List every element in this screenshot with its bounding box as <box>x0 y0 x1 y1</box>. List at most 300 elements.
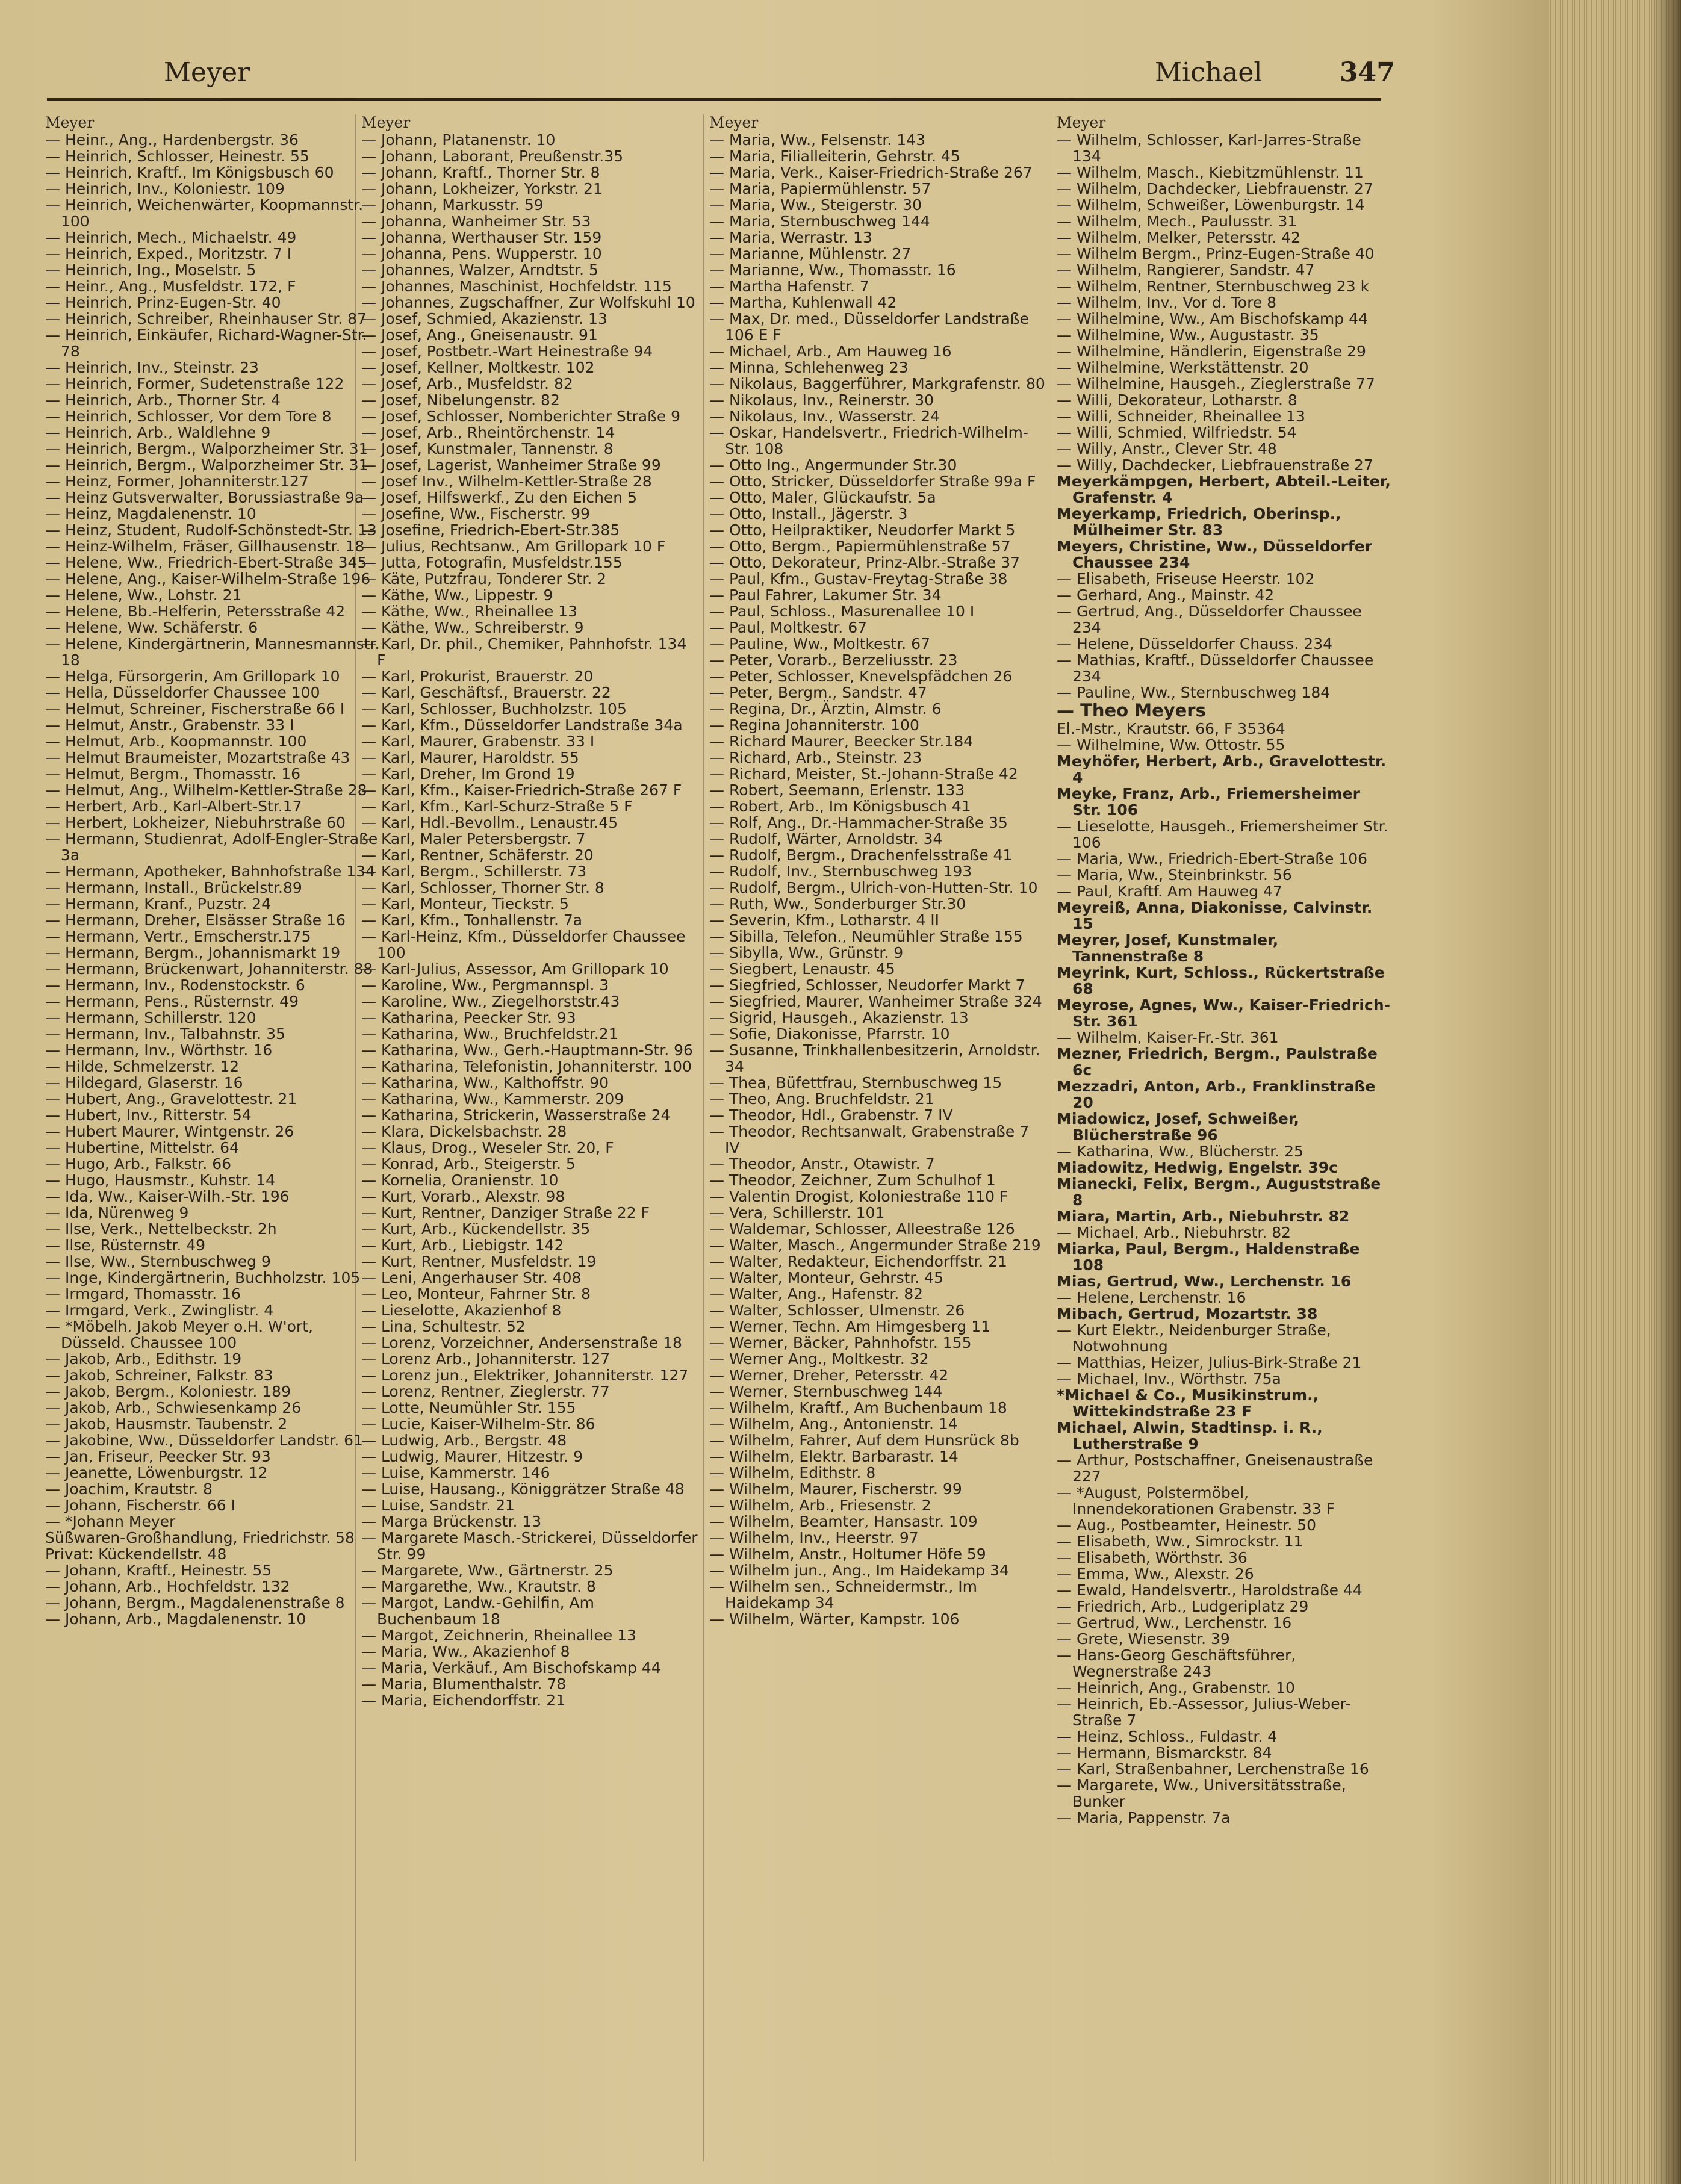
directory-entry: — Willy, Anstr., Clever Str. 48 <box>1057 440 1277 458</box>
directory-entry: — Rudolf, Inv., Sternbuschweg 193 <box>709 863 972 880</box>
directory-entry: — Johann, Fischerstr. 66 I <box>45 1497 235 1514</box>
directory-entry: — Rolf, Ang., Dr.-Hammacher-Straße 35 <box>709 814 1008 831</box>
directory-entry: — Mathias, Kraftf., Düsseldorfer Chaussee 234 <box>1057 651 1374 685</box>
directory-entry: — Karl, Kfm., Tonhallenstr. 7a <box>361 911 583 929</box>
directory-entry: — Johann, Bergm., Magdalenenstraße 8 <box>45 1594 345 1612</box>
directory-entry: — Sofie, Diakonisse, Pfarrstr. 10 <box>709 1025 950 1043</box>
directory-entry: — Matthias, Heizer, Julius-Birk-Straße 21 <box>1057 1354 1362 1371</box>
directory-entry: — Josef, Postbetr.-Wart Heinestraße 94 <box>361 343 653 360</box>
directory-entry: — Heinrich, Schreiber, Rheinhauser Str. 87 <box>45 310 367 327</box>
directory-entry: — Hermann, Inv., Wörthstr. 16 <box>45 1041 273 1059</box>
directory-entry: — Wilhelm, Schlosser, Karl-Jarres-Straße 134 <box>1057 131 1361 165</box>
directory-entry: — Helene, Ww., Friedrich-Ebert-Straße 345 <box>45 554 367 571</box>
directory-entry: — Hermann, Vertr., Emscherstr.175 <box>45 928 311 945</box>
directory-entry: — Lorenz, Rentner, Zieglerstr. 77 <box>361 1383 610 1400</box>
directory-entry: — Maria, Sternbuschweg 144 <box>709 213 930 230</box>
directory-entry: — Wilhelm, Rangierer, Sandstr. 47 <box>1057 261 1315 279</box>
directory-entry: — Jakob, Bergm., Koloniestr. 189 <box>45 1383 291 1400</box>
directory-entry: — Rudolf, Wärter, Arnoldstr. 34 <box>709 830 943 848</box>
directory-entry: — Hermann, Apotheker, Bahnhofstraße 134 <box>45 863 375 880</box>
directory-entry: — Johann, Lokheizer, Yorkstr. 21 <box>361 180 603 197</box>
directory-entry: — Karl, Geschäftsf., Brauerstr. 22 <box>361 684 611 701</box>
directory-entry: — Theodor, Zeichner, Zum Schulhof 1 <box>709 1171 996 1189</box>
directory-entry: — Werner, Sternbuschweg 144 <box>709 1383 943 1400</box>
directory-entry: — Inge, Kindergärtnerin, Buchholzstr. 105 <box>45 1269 361 1286</box>
directory-entry: — Paul, Kraftf. Am Hauweg 47 <box>1057 883 1282 900</box>
directory-entry: — Max, Dr. med., Düsseldorfer Landstraße 106 E F <box>709 310 1029 344</box>
directory-entry: — Johannes, Maschinist, Hochfeldstr. 115 <box>361 278 672 295</box>
directory-entry: — Margot, Zeichnerin, Rheinallee 13 <box>361 1627 636 1644</box>
directory-entry: Mezner, Friedrich, Bergm., Paulstraße 6c <box>1057 1045 1378 1079</box>
directory-entry: Meyke, Franz, Arb., Friemersheimer Str. 106 <box>1057 785 1360 819</box>
directory-entry: — Kurt, Arb., Liebigstr. 142 <box>361 1236 564 1254</box>
directory-entry: Mias, Gertrud, Ww., Lerchenstr. 16 <box>1057 1273 1352 1290</box>
directory-entry: — Karl, Kfm., Karl-Schurz-Straße 5 F <box>361 798 633 815</box>
directory-entry: — Konrad, Arb., Steigerstr. 5 <box>361 1155 576 1173</box>
directory-entry: — Karl, Prokurist, Brauerstr. 20 <box>361 668 594 685</box>
column-4 <box>1057 114 1394 2173</box>
directory-entry: — Heinrich, Ang., Grabenstr. 10 <box>1057 1679 1295 1696</box>
directory-entry: — Karl-Heinz, Kfm., Düsseldorfer Chaussee 100 <box>361 928 686 961</box>
directory-entry: — Lina, Schultestr. 52 <box>361 1318 526 1335</box>
directory-entry: El.-Mstr., Krautstr. 66, F 35364 <box>1057 720 1285 737</box>
directory-entry: — Josef, Nibelungenstr. 82 <box>361 391 560 409</box>
directory-entry: — Karl, Schlosser, Thorner Str. 8 <box>361 879 604 896</box>
directory-entry: — Karl, Hdl.-Bevollm., Lenaustr.45 <box>361 814 618 831</box>
column-divider <box>703 114 704 2161</box>
directory-entry: — Maria, Eichendorffstr. 21 <box>361 1692 566 1709</box>
directory-entry: Miarka, Paul, Bergm., Haldenstraße 108 <box>1057 1240 1360 1274</box>
directory-entry: — Walter, Masch., Angermunder Straße 219 <box>709 1236 1041 1254</box>
column-head: Meyer <box>361 114 411 131</box>
directory-entry: — Helene, Bb.-Helferin, Petersstraße 42 <box>45 603 346 620</box>
directory-entry: — Wilhelm sen., Schneidermstr., Im Haidekamp 34 <box>709 1578 978 1612</box>
directory-entry: — Margarete, Ww., Universitätsstraße, Bunker <box>1057 1776 1346 1810</box>
header-rule <box>47 98 1381 101</box>
directory-entry: — Josef, Kunstmaler, Tannenstr. 8 <box>361 440 614 458</box>
directory-entry: — Werner Ang., Moltkestr. 32 <box>709 1350 929 1368</box>
directory-entry: — Hermann, Inv., Talbahnstr. 35 <box>45 1025 285 1043</box>
directory-entry: — Jakobine, Ww., Düsseldorfer Landstr. 61 <box>45 1432 363 1449</box>
directory-entry: — Johann, Markusstr. 59 <box>361 196 544 214</box>
directory-entry: — Wilhelm, Wärter, Kampstr. 106 <box>709 1610 960 1628</box>
directory-entry: — Jakob, Hausmstr. Taubenstr. 2 <box>45 1415 288 1433</box>
directory-entry: — Wilhelm, Melker, Petersstr. 42 <box>1057 229 1301 246</box>
directory-entry: — Heinrich, Kraftf., Im Königsbusch 60 <box>45 164 334 181</box>
directory-entry: — Wilhelm jun., Ang., Im Haidekamp 34 <box>709 1562 1009 1579</box>
directory-entry: — Marga Brückenstr. 13 <box>361 1513 542 1530</box>
directory-entry: — Michael, Arb., Niebuhrstr. 82 <box>1057 1224 1291 1241</box>
directory-entry: — *Johann Meyer <box>45 1513 176 1530</box>
directory-entry: — Helmut, Bergm., Thomasstr. 16 <box>45 765 301 783</box>
directory-entry: — Vera, Schillerstr. 101 <box>709 1204 885 1221</box>
directory-entry: — Johann, Arb., Hochfeldstr. 132 <box>45 1578 290 1595</box>
directory-entry: — Siegfried, Maurer, Wanheimer Straße 324 <box>709 993 1042 1010</box>
directory-entry: — Herbert, Lokheizer, Niebuhrstraße 60 <box>45 814 346 831</box>
directory-entry: — Josef, Schmied, Akazienstr. 13 <box>361 310 607 327</box>
directory-entry: — Helmut, Arb., Koopmannstr. 100 <box>45 733 307 750</box>
directory-entry: — Lieselotte, Hausgeh., Friemersheimer Str. 106 <box>1057 817 1388 851</box>
directory-entry: — Ida, Ww., Kaiser-Wilh.-Str. 196 <box>45 1188 290 1205</box>
directory-entry: — Minna, Schlehenweg 23 <box>709 359 909 376</box>
directory-entry: — Maria, Ww., Steinbrinkstr. 56 <box>1057 866 1292 884</box>
directory-entry: — Kurt Elektr., Neidenburger Straße, Notwohnung <box>1057 1321 1331 1355</box>
directory-entry: — Josefine, Friedrich-Ebert-Str.385 <box>361 521 620 539</box>
directory-entry: — Wilhelm, Masch., Kiebitzmühlenstr. 11 <box>1057 164 1364 181</box>
directory-entry: — Wilhelm, Fahrer, Auf dem Hunsrück 8b <box>709 1432 1019 1449</box>
directory-entry: — Johannes, Walzer, Arndtstr. 5 <box>361 261 598 279</box>
directory-entry: — Karl, Monteur, Tieckstr. 5 <box>361 895 569 913</box>
directory-entry: — Hubert, Inv., Ritterstr. 54 <box>45 1106 252 1124</box>
directory-entry: — Maria, Ww., Friedrich-Ebert-Straße 106 <box>1057 850 1368 867</box>
directory-entry: — Karl, Kfm., Kaiser-Friedrich-Straße 267 F <box>361 781 682 799</box>
directory-entry: — Heinrich, Bergm., Walporzheimer Str. 31 <box>45 456 368 474</box>
directory-entry: Mianecki, Felix, Bergm., Auguststraße 8 <box>1057 1175 1381 1209</box>
directory-entry: — Katharina, Strickerin, Wasserstraße 24 <box>361 1106 671 1124</box>
directory-entry: — Ewald, Handelsvertr., Haroldstraße 44 <box>1057 1581 1363 1599</box>
directory-entry: — Martha, Kuhlenwall 42 <box>709 294 897 311</box>
directory-entry: — Willi, Schmied, Wilfriedstr. 54 <box>1057 424 1297 441</box>
directory-entry: — Johann, Kraftf., Heinestr. 55 <box>45 1562 272 1579</box>
directory-entry: — Karl, Maurer, Grabenstr. 33 I <box>361 733 595 750</box>
directory-entry: — Regina, Dr., Ärztin, Almstr. 6 <box>709 700 942 718</box>
directory-entry: — Johann, Laborant, Preußenstr.35 <box>361 147 624 165</box>
directory-entry: — Richard, Arb., Steinstr. 23 <box>709 749 922 766</box>
directory-entry: — Aug., Postbeamter, Heinestr. 50 <box>1057 1516 1317 1534</box>
directory-entry: Miara, Martin, Arb., Niebuhrstr. 82 <box>1057 1208 1350 1225</box>
directory-entry: — Helmut Braumeister, Mozartstraße 43 <box>45 749 350 766</box>
directory-entry: — Katharina, Ww., Kalthoffstr. 90 <box>361 1074 609 1091</box>
directory-entry: — Ludwig, Arb., Bergstr. 48 <box>361 1432 567 1449</box>
directory-entry: — Gertrud, Ang., Düsseldorfer Chaussee 234 <box>1057 603 1362 636</box>
directory-entry: Meyers, Christine, Ww., Düsseldorfer Chaussee 234 <box>1057 538 1373 571</box>
directory-entry: — Maria, Pappenstr. 7a <box>1057 1809 1231 1826</box>
directory-entry: — Paul Fahrer, Lakumer Str. 34 <box>709 586 942 604</box>
directory-entry: — Heinrich, Arb., Thorner Str. 4 <box>45 391 281 409</box>
directory-entry: — Katharina, Ww., Kammerstr. 209 <box>361 1090 624 1108</box>
directory-entry: — Wilhelmine, Werkstättenstr. 20 <box>1057 359 1309 376</box>
directory-entry: — Joachim, Krautstr. 8 <box>45 1480 213 1498</box>
directory-entry: — Peter, Schlosser, Knevelspfädchen 26 <box>709 668 1013 685</box>
directory-entry: — Gerhard, Ang., Mainstr. 42 <box>1057 586 1275 604</box>
directory-entry: — Susanne, Trinkhallenbesitzerin, Arnoldstr. 34 <box>709 1041 1040 1075</box>
column-head: Meyer <box>1057 114 1106 131</box>
directory-entry: — Leni, Angerhauser Str. 408 <box>361 1269 582 1286</box>
directory-entry: — Heinrich, Inv., Koloniestr. 109 <box>45 180 285 197</box>
directory-entry: — Wilhelm, Anstr., Holtumer Höfe 59 <box>709 1545 986 1563</box>
directory-entry: — Nikolaus, Inv., Reinerstr. 30 <box>709 391 934 409</box>
directory-entry: — Willy, Dachdecker, Liebfrauenstraße 27 <box>1057 456 1373 474</box>
column-head: Meyer <box>709 114 759 131</box>
directory-entry: — Johanna, Werthauser Str. 159 <box>361 229 602 246</box>
directory-entry: Meyerkämpgen, Herbert, Abteil.-Leiter, Grafenstr. 4 <box>1057 473 1391 506</box>
directory-entry: — Rudolf, Bergm., Drachenfelsstraße 41 <box>709 846 1013 864</box>
directory-entry: — Margarete Masch.-Strickerei, Düsseldorfer Str. 99 <box>361 1529 698 1563</box>
directory-entry: — Heinrich, Exped., Moritzstr. 7 I <box>45 245 292 262</box>
directory-entry: — Karl, Schlosser, Buchholzstr. 105 <box>361 700 627 718</box>
directory-entry: — Maria, Ww., Akazienhof 8 <box>361 1643 570 1660</box>
directory-entry: — Wilhelmine, Ww., Augustastr. 35 <box>1057 326 1319 344</box>
directory-entry: — Leo, Monteur, Fahrner Str. 8 <box>361 1285 591 1303</box>
directory-entry: — Karl, Kfm., Düsseldorfer Landstraße 34a <box>361 716 683 734</box>
directory-entry: Mibach, Gertrud, Mozartstr. 38 <box>1057 1305 1318 1323</box>
column-head: Meyer <box>45 114 95 131</box>
directory-entry: — Jakob, Schreiner, Falkstr. 83 <box>45 1367 273 1384</box>
directory-entry: — Wilhelm, Maurer, Fischerstr. 99 <box>709 1480 962 1498</box>
directory-entry: — Wilhelm, Edithstr. 8 <box>709 1464 876 1481</box>
directory-entry: — Karl, Maurer, Haroldstr. 55 <box>361 749 579 766</box>
directory-entry: — Lucie, Kaiser-Wilhelm-Str. 86 <box>361 1415 595 1433</box>
directory-entry: — Margarethe, Ww., Krautstr. 8 <box>361 1578 596 1595</box>
directory-entry: — Maria, Verk., Kaiser-Friedrich-Straße 267 <box>709 164 1033 181</box>
directory-entry: — Heinrich, Weichenwärter, Koopmannstr. 100 <box>45 196 364 230</box>
directory-entry: — Marianne, Mühlenstr. 27 <box>709 245 912 262</box>
column-2 <box>361 114 698 2173</box>
directory-entry: — Otto, Maler, Glückaufstr. 5a <box>709 489 936 506</box>
directory-entry: — Hilde, Schmelzerstr. 12 <box>45 1058 240 1075</box>
directory-entry: — Peter, Bergm., Sandstr. 47 <box>709 684 927 701</box>
directory-entry: — Heinrich, Prinz-Eugen-Str. 40 <box>45 294 281 311</box>
directory-entry: — Käthe, Ww., Lippestr. 9 <box>361 586 553 604</box>
directory-entry: — Maria, Papiermühlenstr. 57 <box>709 180 931 197</box>
directory-entry: — Katharina, Telefonistin, Johanniterstr. 100 <box>361 1058 692 1075</box>
directory-entry: — Wilhelmine, Ww., Am Bischofskamp 44 <box>1057 310 1368 327</box>
directory-entry: — Valentin Drogist, Koloniestraße 110 F <box>709 1188 1008 1205</box>
directory-entry: — Karoline, Ww., Ziegelhorststr.43 <box>361 993 620 1010</box>
directory-entry: — Katharina, Peecker Str. 93 <box>361 1009 576 1026</box>
directory-entry: — Grete, Wiesenstr. 39 <box>1057 1630 1230 1648</box>
directory-entry: — Hermann, Install., Brückelstr.89 <box>45 879 302 896</box>
directory-entry: — Johannes, Zugschaffner, Zur Wolfskuhl 10 <box>361 294 695 311</box>
directory-entry: — Wilhelm, Elektr. Barbarastr. 14 <box>709 1448 959 1465</box>
directory-entry: — Friedrich, Arb., Ludgeriplatz 29 <box>1057 1598 1309 1615</box>
directory-entry: — Otto, Bergm., Papiermühlenstraße 57 <box>709 538 1011 555</box>
running-head-right: Michael <box>1155 57 1263 88</box>
directory-entry: — Hermann, Bismarckstr. 84 <box>1057 1744 1272 1761</box>
directory-entry: — Karl, Maler Petersbergstr. 7 <box>361 830 586 848</box>
directory-entry: — Otto Ing., Angermunder Str.30 <box>709 456 957 474</box>
directory-entry: — Karoline, Ww., Pergmannspl. 3 <box>361 976 609 994</box>
directory-entry: — Oskar, Handelsvertr., Friedrich-Wilhelm-Str. 108 <box>709 424 1028 458</box>
directory-entry: — Käthe, Ww., Schreiberstr. 9 <box>361 619 584 636</box>
directory-entry: Meyrose, Agnes, Ww., Kaiser-Friedrich-Str. 361 <box>1057 996 1390 1030</box>
directory-entry: — Hans-Georg Geschäftsführer, Wegnerstraße 243 <box>1057 1646 1296 1680</box>
directory-entry: — Paul, Schloss., Masurenallee 10 I <box>709 603 975 620</box>
directory-entry: — Karl, Straßenbahner, Lerchenstraße 16 <box>1057 1760 1369 1778</box>
directory-entry: Mezzadri, Anton, Arb., Franklinstraße 20 <box>1057 1078 1376 1111</box>
directory-entry: — Josef, Arb., Musfeldstr. 82 <box>361 375 573 392</box>
directory-entry: — Theodor, Rechtsanwalt, Grabenstraße 7 IV <box>709 1123 1030 1156</box>
directory-entry: — Josef, Hilfswerkf., Zu den Eichen 5 <box>361 489 638 506</box>
directory-entry: — Hildegard, Glaserstr. 16 <box>45 1074 243 1091</box>
directory-entry: — Hermann, Kranf., Puzstr. 24 <box>45 895 271 913</box>
directory-entry: — Jutta, Fotografin, Musfeldstr.155 <box>361 554 623 571</box>
directory-entry: — Karl, Rentner, Schäferstr. 20 <box>361 846 594 864</box>
directory-entry: — Helene, Ang., Kaiser-Wilhelm-Straße 196 <box>45 570 371 588</box>
directory-entry: — Heinrich, Eb.-Assessor, Julius-Weber-Straße 7 <box>1057 1695 1351 1729</box>
directory-entry: — Hubert Maurer, Wintgenstr. 26 <box>45 1123 294 1140</box>
directory-entry: — Josef Inv., Wilhelm-Kettler-Straße 28 <box>361 473 652 490</box>
directory-entry: — Elisabeth, Wörthstr. 36 <box>1057 1549 1248 1566</box>
directory-entry: — Walter, Monteur, Gehrstr. 45 <box>709 1269 943 1286</box>
directory-entry: — Hubertine, Mittelstr. 64 <box>45 1139 239 1156</box>
directory-entry: — Heinrich, Ing., Moselstr. 5 <box>45 261 256 279</box>
directory-entry: — Michael, Arb., Am Hauweg 16 <box>709 343 952 360</box>
directory-entry: — Heinz-Wilhelm, Fräser, Gillhausenstr. 18 <box>45 538 365 555</box>
directory-entry: — Karl, Bergm., Schillerstr. 73 <box>361 863 587 880</box>
directory-entry: — Josef, Kellner, Moltkestr. 102 <box>361 359 595 376</box>
directory-entry: — Helmut, Ang., Wilhelm-Kettler-Straße 28 <box>45 781 367 799</box>
directory-entry: — Kurt, Rentner, Musfeldstr. 19 <box>361 1253 597 1270</box>
directory-entry: — Josef, Arb., Rheintörchenstr. 14 <box>361 424 615 441</box>
directory-entry: — Maria, Verkäuf., Am Bischofskamp 44 <box>361 1659 661 1677</box>
directory-entry: — Heinz Gutsverwalter, Borussiastraße 9a <box>45 489 364 506</box>
directory-entry: — Hermann, Inv., Rodenstockstr. 6 <box>45 976 305 994</box>
directory-entry: — Theodor, Hdl., Grabenstr. 7 IV <box>709 1106 953 1124</box>
directory-entry: — Wilhelm, Schweißer, Löwenburgstr. 14 <box>1057 196 1365 214</box>
directory-entry: — Theodor, Anstr., Otawistr. 7 <box>709 1155 935 1173</box>
directory-entry: — Severin, Kfm., Lotharstr. 4 II <box>709 911 940 929</box>
directory-entry: — Josef, Lagerist, Wanheimer Straße 99 <box>361 456 661 474</box>
directory-entry: — Lotte, Neumühler Str. 155 <box>361 1399 576 1416</box>
directory-entry: — Emma, Ww., Alexstr. 26 <box>1057 1565 1254 1583</box>
directory-entry: — Heinrich, Schlosser, Heinestr. 55 <box>45 147 309 165</box>
directory-entry: — Wilhelm, Dachdecker, Liebfrauenstr. 27 <box>1057 180 1373 197</box>
directory-entry: — Wilhelm, Kaiser-Fr.-Str. 361 <box>1057 1029 1279 1046</box>
directory-entry: Privat: Kückendellstr. 48 <box>45 1545 227 1563</box>
directory-entry: — Arthur, Postschaffner, Gneisenaustraße 227 <box>1057 1451 1373 1485</box>
directory-entry: — Heinrich, Einkäufer, Richard-Wagner-Str. 78 <box>45 326 367 360</box>
directory-entry: — Hermann, Schillerstr. 120 <box>45 1009 256 1026</box>
directory-entry: — Maria, Ww., Felsenstr. 143 <box>709 131 925 149</box>
directory-entry: — Luise, Hausang., Königgrätzer Straße 48 <box>361 1480 685 1498</box>
directory-entry: — Wilhelmine, Händlerin, Eigenstraße 29 <box>1057 343 1366 360</box>
directory-entry: — *August, Polstermöbel, Innendekorationen Grabenstr. 33 F <box>1057 1484 1335 1518</box>
directory-entry: — Nikolaus, Baggerführer, Markgrafenstr. 80 <box>709 375 1045 392</box>
directory-entry: — Lorenz jun., Elektriker, Johanniterstr. 127 <box>361 1367 689 1384</box>
directory-entry: — Lorenz Arb., Johanniterstr. 127 <box>361 1350 611 1368</box>
directory-entry: — Heinrich, Inv., Steinstr. 23 <box>45 359 259 376</box>
directory-entry: — Kornelia, Oranienstr. 10 <box>361 1171 559 1189</box>
directory-entry: — Helene, Ww. Schäferstr. 6 <box>45 619 258 636</box>
directory-entry: — Otto, Dekorateur, Prinz-Albr.-Straße 37 <box>709 554 1021 571</box>
directory-entry: — Theo Meyers <box>1057 700 1206 721</box>
directory-entry: — Siegfried, Schlosser, Neudorfer Markt 7 <box>709 976 1025 994</box>
directory-entry: — Sigrid, Hausgeh., Akazienstr. 13 <box>709 1009 969 1026</box>
directory-entry: — Kurt, Rentner, Danziger Straße 22 F <box>361 1204 650 1221</box>
directory-entry: — Otto, Heilpraktiker, Neudorfer Markt 5 <box>709 521 1016 539</box>
directory-entry: — Jakob, Arb., Schwiesenkamp 26 <box>45 1399 302 1416</box>
directory-entry: Miadowitz, Hedwig, Engelstr. 39c <box>1057 1159 1338 1176</box>
directory-entry: Meyreiß, Anna, Diakonisse, Calvinstr. 15 <box>1057 899 1373 932</box>
directory-entry: — Johanna, Pens. Wupperstr. 10 <box>361 245 602 262</box>
directory-entry: — Josefine, Ww., Fischerstr. 99 <box>361 505 590 523</box>
directory-entry: — Regina Johanniterstr. 100 <box>709 716 919 734</box>
directory-entry: — Katharina, Ww., Gerh.-Hauptmann-Str. 96 <box>361 1041 693 1059</box>
directory-entry: Meyerkamp, Friedrich, Oberinsp., Mülheimer Str. 83 <box>1057 505 1341 539</box>
directory-entry: — Johanna, Wanheimer Str. 53 <box>361 213 591 230</box>
directory-entry: — Siegbert, Lenaustr. 45 <box>709 960 895 978</box>
running-head-left: Meyer <box>164 57 250 88</box>
directory-entry: — Klaus, Drog., Weseler Str. 20, F <box>361 1139 614 1156</box>
directory-entry: — Ilse, Verk., Nettelbeckstr. 2h <box>45 1220 277 1238</box>
directory-entry: — Luise, Kammerstr. 146 <box>361 1464 550 1481</box>
directory-entry: — Walter, Schlosser, Ulmenstr. 26 <box>709 1301 965 1319</box>
directory-entry: — Maria, Blumenthalstr. 78 <box>361 1675 567 1693</box>
directory-entry: — Heinz, Student, Rudolf-Schönstedt-Str. 13 <box>45 521 377 539</box>
directory-entry: — Werner, Bäcker, Pahnhofstr. 155 <box>709 1334 972 1351</box>
directory-entry: — Willi, Schneider, Rheinallee 13 <box>1057 408 1305 425</box>
directory-entry: — Otto, Stricker, Düsseldorfer Straße 99a F <box>709 473 1036 490</box>
directory-entry: — Jakob, Arb., Edithstr. 19 <box>45 1350 242 1368</box>
directory-entry: — Hermann, Pens., Rüsternstr. 49 <box>45 993 299 1010</box>
directory-entry: — Robert, Arb., Im Königsbusch 41 <box>709 798 971 815</box>
directory-entry: — Johann, Kraftf., Thorner Str. 8 <box>361 164 600 181</box>
directory-entry: — Heinz, Schloss., Fuldastr. 4 <box>1057 1728 1278 1745</box>
directory-entry: — Heinrich, Mech., Michaelstr. 49 <box>45 229 297 246</box>
directory-entry: — Herbert, Arb., Karl-Albert-Str.17 <box>45 798 302 815</box>
directory-entry: — Wilhelm, Arb., Friesenstr. 2 <box>709 1497 931 1514</box>
directory-entry: — Josef, Schlosser, Nomberichter Straße 9 <box>361 408 681 425</box>
directory-entry: — Hermann, Brückenwart, Johanniterstr. 88 <box>45 960 373 978</box>
directory-entry: — Heinrich, Arb., Waldlehne 9 <box>45 424 271 441</box>
directory-entry: — Marianne, Ww., Thomasstr. 16 <box>709 261 956 279</box>
directory-entry: — Hermann, Dreher, Elsässer Straße 16 <box>45 911 346 929</box>
directory-entry: — Heinz, Magdalenenstr. 10 <box>45 505 256 523</box>
directory-entry: — Paul, Moltkestr. 67 <box>709 619 867 636</box>
directory-entry: Meyrink, Kurt, Schloss., Rückertstraße 68 <box>1057 964 1385 997</box>
directory-entry: — Rudolf, Bergm., Ulrich-von-Hutten-Str. 10 <box>709 879 1038 896</box>
directory-entry: — Wilhelmine, Hausgeh., Zieglerstraße 77 <box>1057 375 1375 392</box>
directory-entry: — Theo, Ang. Bruchfeldstr. 21 <box>709 1090 934 1108</box>
directory-entry: — Helene, Lerchenstr. 16 <box>1057 1289 1246 1306</box>
directory-entry: — Wilhelm, Kraftf., Am Buchenbaum 18 <box>709 1399 1007 1416</box>
column-1 <box>45 114 382 2173</box>
directory-entry: — Hugo, Arb., Falkstr. 66 <box>45 1155 232 1173</box>
directory-entry: — Katharina, Ww., Bruchfeldstr.21 <box>361 1025 618 1043</box>
directory-entry: — Johann, Arb., Magdalenenstr. 10 <box>45 1610 306 1628</box>
directory-entry: — Lieselotte, Akazienhof 8 <box>361 1301 562 1319</box>
directory-entry: — Helga, Fürsorgerin, Am Grillopark 10 <box>45 668 340 685</box>
directory-entry: — Heinr., Ang., Musfeldstr. 172, F <box>45 278 296 295</box>
directory-entry: — Kurt, Arb., Kückendellstr. 35 <box>361 1220 591 1238</box>
directory-entry: — Hermann, Bergm., Johannismarkt 19 <box>45 944 341 961</box>
directory-entry: — Ida, Nürenweg 9 <box>45 1204 189 1221</box>
directory-entry: — Johann, Platanenstr. 10 <box>361 131 556 149</box>
directory-entry: — Helene, Ww., Lohstr. 21 <box>45 586 242 604</box>
directory-entry: — Heinz, Former, Johanniterstr.127 <box>45 473 309 490</box>
directory-entry: — Paul, Kfm., Gustav-Freytag-Straße 38 <box>709 570 1008 588</box>
directory-entry: — Hugo, Hausmstr., Kuhstr. 14 <box>45 1171 275 1189</box>
directory-entry: — Ruth, Ww., Sonderburger Str.30 <box>709 895 966 913</box>
directory-entry: — Walter, Redakteur, Eichendorffstr. 21 <box>709 1253 1007 1270</box>
directory-entry: — Pauline, Ww., Sternbuschweg 184 <box>1057 684 1331 701</box>
directory-entry: — Irmgard, Thomasstr. 16 <box>45 1285 241 1303</box>
directory-entry: — Helmut, Anstr., Grabenstr. 33 I <box>45 716 294 734</box>
directory-entry: *Michael & Co., Musikinstrum., Wittekindstraße 23 F <box>1057 1386 1319 1420</box>
directory-entry: — Walter, Ang., Hafenstr. 82 <box>709 1285 924 1303</box>
directory-entry: — Karl-Julius, Assessor, Am Grillopark 10 <box>361 960 669 978</box>
directory-entry: — Ilse, Rüsternstr. 49 <box>45 1236 206 1254</box>
directory-entry: — Nikolaus, Inv., Wasserstr. 24 <box>709 408 940 425</box>
directory-entry: — Josef, Ang., Gneisenaustr. 91 <box>361 326 598 344</box>
directory-entry: — Kurt, Vorarb., Alexstr. 98 <box>361 1188 565 1205</box>
directory-entry: — Maria, Werrastr. 13 <box>709 229 872 246</box>
directory-entry: — Sibylla, Ww., Grünstr. 9 <box>709 944 904 961</box>
directory-entry: — Hermann, Studienrat, Adolf-Engler-Straße 3a <box>45 830 378 864</box>
directory-entry: Michael, Alwin, Stadtinsp. i. R., Lutherstraße 9 <box>1057 1419 1323 1453</box>
directory-entry: Meyhöfer, Herbert, Arb., Gravelottestr. 4 <box>1057 752 1387 786</box>
